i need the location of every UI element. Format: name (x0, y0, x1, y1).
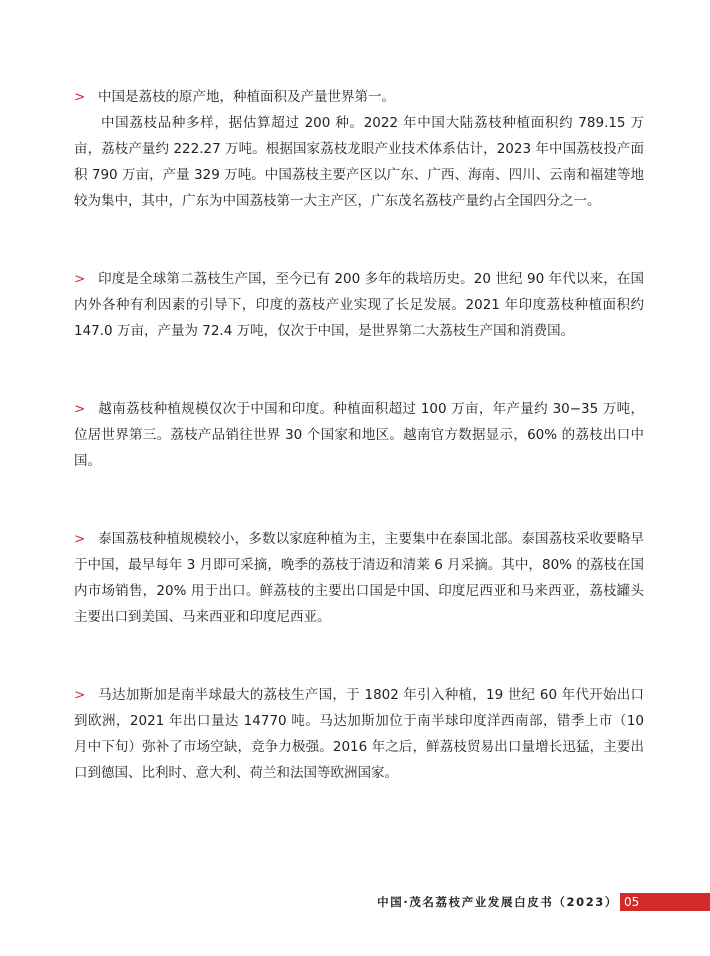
bullet-arrow-icon: > (74, 401, 86, 417)
section-china-body: 中国荔枝品种多样，据估算超过 200 种。2022 年中国大陆荔枝种植面积约 789.15 万亩，荔枝产量约 222.27 万吨。根据国家荔枝龙眼产业技术体系估计，2023 年中国荔枝投产面积 790 万亩，产量 329 万吨。中国荔枝主要产区以广东、广西、海南、四川、云南和福建等地较为集中，其中，广东为中国荔枝第一大主产区，广东茂名荔枝产量约占全国四分之一。 (74, 115, 644, 209)
section-china-heading: 中国是荔枝的原产地，种植面积及产量世界第一。 (98, 89, 395, 105)
bullet-arrow-icon: > (74, 531, 86, 547)
footer-page-bar (620, 893, 710, 911)
page-footer (0, 893, 710, 911)
section-thailand (74, 526, 644, 630)
section-vietnam (74, 396, 644, 474)
section-madagascar (74, 682, 644, 786)
bullet-arrow-icon: > (74, 271, 86, 287)
bullet-arrow-icon: > (74, 687, 86, 703)
footer-title: 中国·茂名荔枝产业发展白皮书（2023） (377, 895, 618, 909)
section-india-text: 印度是全球第二荔枝生产国，至今已有 200 多年的栽培历史。20 世纪 90 年代以来，在国内外各种有利因素的引导下，印度的荔枝产业实现了长足发展。2021 年印度荔枝种植面积约 147.0 万亩，产量为 72.4 万吨，仅次于中国，是世界第二大荔枝生产国和消费国。 (74, 271, 644, 339)
section-thailand-text: 泰国荔枝种植规模较小，多数以家庭种植为主，主要集中在泰国北部。泰国荔枝采收要略早于中国，最早每年 3 月即可采摘，晚季的荔枝于清迈和清莱 6 月采摘。其中，80% 的荔枝在国内市场销售，20% 用于出口。鲜荔枝的主要出口国是中国、印度尼西亚和马来西亚，荔枝罐头主要出口到美国、马来西亚和印度尼西亚。 (74, 531, 644, 625)
section-madagascar-text: 马达加斯加是南半球最大的荔枝生产国，于 1802 年引入种植，19 世纪 60 年代开始出口到欧洲，2021 年出口量达 14770 吨。马达加斯加位于南半球印度洋西南部，错季上市（10 月中下旬）弥补了市场空缺，竞争力极强。2016 年之后，鲜荔枝贸易出口量增长迅猛，主要出口到德国、比利时、意大利、荷兰和法国等欧洲国家。 (74, 687, 644, 781)
section-india (74, 266, 644, 344)
main-content (74, 84, 644, 786)
page-number: 05 (624, 895, 640, 909)
section-vietnam-text: 越南荔枝种植规模仅次于中国和印度。种植面积超过 100 万亩，年产量约 30−35 万吨，位居世界第三。荔枝产品销往世界 30 个国家和地区。越南官方数据显示，60% 的荔枝出口中国。 (74, 401, 644, 469)
bullet-arrow-icon: > (74, 89, 86, 105)
section-china (74, 84, 644, 214)
section-china-heading-line (74, 84, 644, 110)
